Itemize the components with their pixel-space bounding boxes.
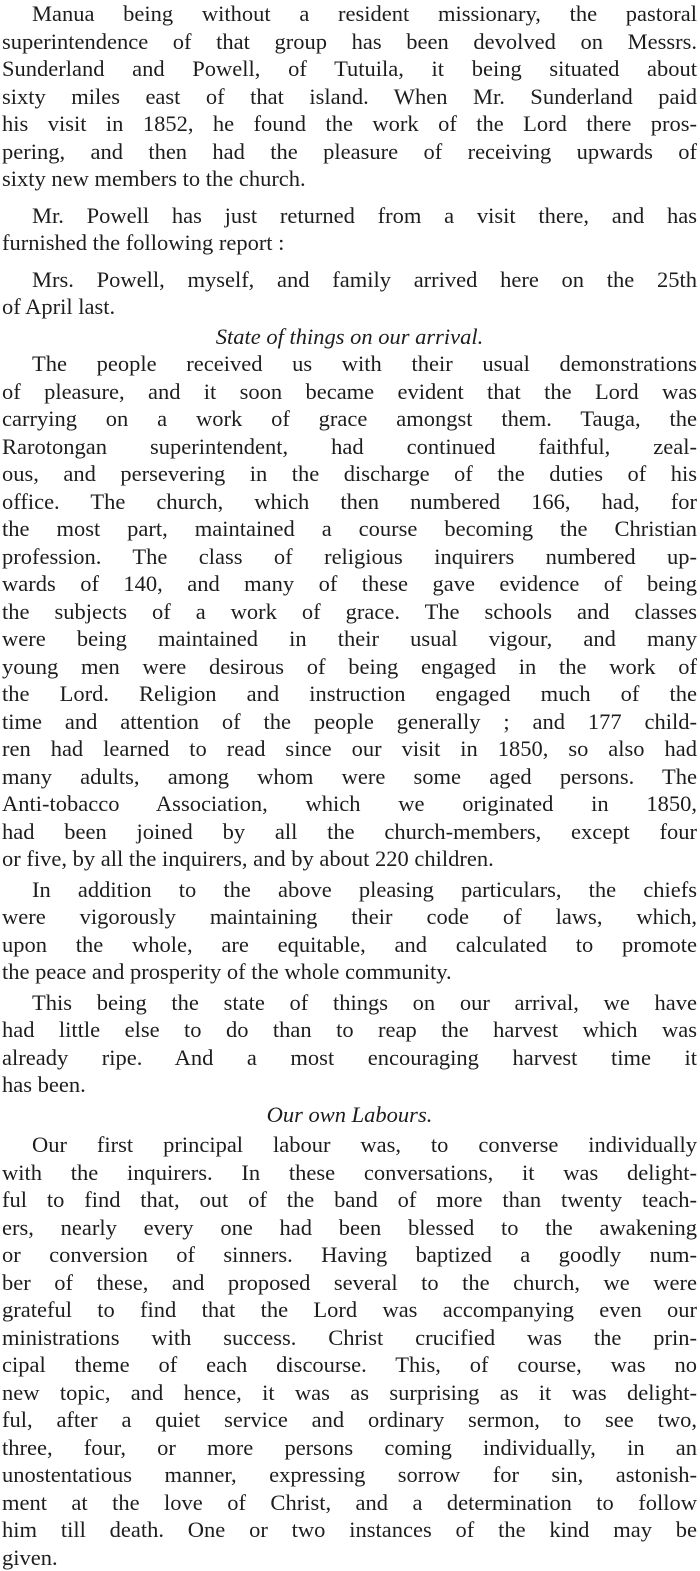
section-heading-labours: Our own Labours. xyxy=(2,1101,697,1129)
text-line: given. xyxy=(2,1544,697,1571)
text-line: office. The church, which then numbered 166, had, for xyxy=(2,488,697,516)
text-line: the Lord. Religion and instruction engaged much of the xyxy=(2,680,697,708)
text-line: Mrs. Powell, myself, and family arrived here on the 25th xyxy=(2,266,697,294)
text-line: furnished the following report : xyxy=(2,229,697,257)
text-line: Mr. Powell has just returned from a visit there, and has xyxy=(2,202,697,230)
text-line: were vigorously maintaining their code of laws, which, xyxy=(2,903,697,931)
text-line: of April last. xyxy=(2,293,697,321)
text-line: upon the whole, are equitable, and calculated to promote xyxy=(2,931,697,959)
text-line: In addition to the above pleasing particulars, the chiefs xyxy=(2,876,697,904)
text-line: cipal theme of each discourse. This, of course, was no xyxy=(2,1351,697,1379)
text-line: three, four, or more persons coming individually, in an xyxy=(2,1434,697,1462)
text-line: ful, after a quiet service and ordinary sermon, to see two, xyxy=(2,1406,697,1434)
text-line: The people received us with their usual demonstrations xyxy=(2,350,697,378)
text-line: new topic, and hence, it was as surprising as it was delight- xyxy=(2,1379,697,1407)
text-line: the subjects of a work of grace. The schools and classes xyxy=(2,598,697,626)
text-line: ment at the love of Christ, and a determination to follow xyxy=(2,1489,697,1517)
text-line: Manua being without a resident missionary, the pastoral xyxy=(2,0,697,28)
text-line: Anti-tobacco Association, which we originated in 1850, xyxy=(2,790,697,818)
paragraph-manua xyxy=(2,0,697,193)
text-line: or five, by all the inquirers, and by about 220 children. xyxy=(2,845,697,873)
text-line: grateful to find that the Lord was accompanying even our xyxy=(2,1296,697,1324)
paragraph-labours xyxy=(2,1131,697,1571)
text-line: ren had learned to read since our visit in 1850, so also had xyxy=(2,735,697,763)
text-line: ers, nearly every one had been blessed to the awakening xyxy=(2,1214,697,1242)
paragraph-state-of-things xyxy=(2,350,697,873)
text-line: unostentatious manner, expressing sorrow for sin, astonish- xyxy=(2,1461,697,1489)
text-line: ful to find that, out of the band of more than twenty teach- xyxy=(2,1186,697,1214)
text-line: were being maintained in their usual vigour, and many xyxy=(2,625,697,653)
text-line: carrying on a work of grace amongst them. Tauga, the xyxy=(2,405,697,433)
text-line: pering, and then had the pleasure of receiving upwards of xyxy=(2,138,697,166)
text-line: time and attention of the people generally ; and 177 child- xyxy=(2,708,697,736)
text-line: profession. The class of religious inquirers numbered up- xyxy=(2,543,697,571)
text-line: superintendence of that group has been devolved on Messrs. xyxy=(2,28,697,56)
text-line: ous, and persevering in the discharge of the duties of his xyxy=(2,460,697,488)
text-line: Our first principal labour was, to converse individually xyxy=(2,1131,697,1159)
text-line: wards of 140, and many of these gave evidence of being xyxy=(2,570,697,598)
text-line: the most part, maintained a course becoming the Christian xyxy=(2,515,697,543)
text-line: Rarotongan superintendent, had continued faithful, zeal- xyxy=(2,433,697,461)
text-line: has been. xyxy=(2,1071,697,1099)
text-line: or conversion of sinners. Having baptized a goodly num- xyxy=(2,1241,697,1269)
text-line: Sunderland and Powell, of Tutuila, it being situated about xyxy=(2,55,697,83)
text-line: already ripe. And a most encouraging harvest time it xyxy=(2,1044,697,1072)
paragraph-arrival-date xyxy=(2,266,697,321)
text-line: ministrations with success. Christ crucified was the prin- xyxy=(2,1324,697,1352)
text-line: had little else to do than to reap the harvest which was xyxy=(2,1016,697,1044)
text-line: his visit in 1852, he found the work of the Lord there pros- xyxy=(2,110,697,138)
text-line: young men were desirous of being engaged in the work of xyxy=(2,653,697,681)
paragraph-report-intro xyxy=(2,202,697,257)
text-line: ber of these, and proposed several to the church, we were xyxy=(2,1269,697,1297)
text-line: had been joined by all the church-members, except four xyxy=(2,818,697,846)
text-line: the peace and prosperity of the whole community. xyxy=(2,958,697,986)
text-line: sixty miles east of that island. When Mr. Sunderland paid xyxy=(2,83,697,111)
text-line: This being the state of things on our arrival, we have xyxy=(2,989,697,1017)
text-line: of pleasure, and it soon became evident that the Lord was xyxy=(2,378,697,406)
text-line: with the inquirers. In these conversations, it was delight- xyxy=(2,1159,697,1187)
text-line: many adults, among whom were some aged persons. The xyxy=(2,763,697,791)
text-line: sixty new members to the church. xyxy=(2,165,697,193)
paragraph-chiefs xyxy=(2,876,697,986)
paragraph-harvest xyxy=(2,989,697,1099)
section-heading-arrival: State of things on our arrival. xyxy=(2,323,697,351)
text-line: him till death. One or two instances of the kind may be xyxy=(2,1516,697,1544)
